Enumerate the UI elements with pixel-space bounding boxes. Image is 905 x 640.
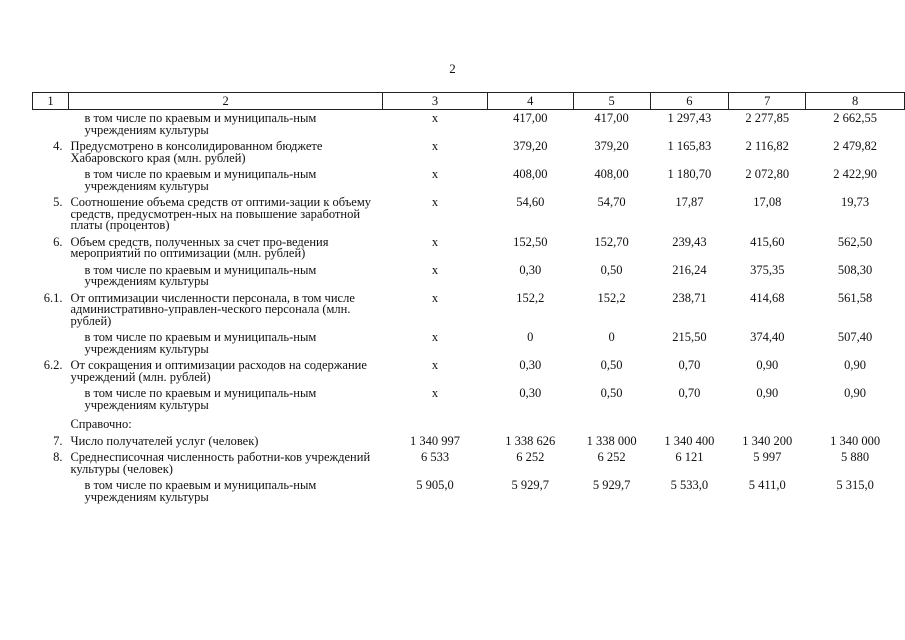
value-cell: 6 252 [516, 450, 545, 464]
table-row [33, 110, 905, 139]
row-number: 4. [53, 139, 63, 153]
value-cell: 0,50 [600, 262, 623, 277]
value-cell: 0,90 [844, 358, 867, 372]
value-cell: 408,00 [513, 167, 548, 181]
value-cell: х [431, 290, 439, 305]
value-cell: 1 297,43 [667, 111, 712, 125]
page-number: 2 [449, 61, 456, 76]
value-cell: 17,87 [675, 195, 704, 209]
value-cell: х [431, 358, 439, 372]
value-cell: 1 340 200 [742, 433, 793, 448]
value-cell: 152,2 [597, 290, 626, 305]
value-cell: х [431, 195, 439, 209]
value-cell: 2 479,82 [833, 139, 877, 153]
value-cell [573, 413, 650, 433]
row-number: 6. [53, 234, 63, 249]
value-cell: 5 929,7 [511, 478, 550, 492]
value-cell: 5 411,0 [748, 478, 786, 492]
header-cell: 1 [33, 93, 69, 110]
value-cell: 2 662,55 [833, 111, 877, 125]
row-number: 8. [53, 450, 63, 464]
row-number [33, 329, 69, 357]
value-cell: 2 116,82 [745, 139, 789, 153]
row-description: Среднесписочная численность работни-ков учреждений культуры (человек) [70, 450, 371, 476]
value-cell: 408,00 [594, 167, 629, 181]
value-cell [729, 413, 806, 433]
row-description: в том числе по краевым и муниципаль-ным учреждениям культуры [84, 330, 317, 356]
value-cell: 0,70 [678, 386, 701, 400]
header-cell: 5 [573, 93, 650, 110]
row-description: Объем средств, полученных за счет про-ведения мероприятий по оптимизации (млн. рублей) [70, 234, 329, 260]
value-cell: 5 905,0 [416, 478, 454, 492]
value-cell: 54,60 [516, 195, 545, 209]
value-cell: 6 121 [675, 450, 704, 464]
value-cell: 6 252 [597, 450, 626, 464]
value-cell: 0,30 [519, 386, 542, 400]
value-cell: 379,20 [513, 139, 548, 153]
value-cell: 5 315,0 [836, 478, 874, 492]
value-cell: 374,40 [750, 330, 785, 344]
row-description: Соотношение объема средств от оптими-зации к объему средств, предусмотрен-ных на повышение заработной платы (процентов) [70, 195, 372, 232]
value-cell: 415,60 [750, 234, 785, 249]
table-row [33, 477, 905, 505]
value-cell: 5 997 [753, 450, 782, 464]
value-cell: 5 929,7 [592, 478, 631, 492]
value-cell: 0,30 [519, 358, 542, 372]
value-cell: 152,2 [516, 290, 545, 305]
value-cell: 561,58 [837, 290, 873, 305]
value-cell: 1 340 400 [664, 433, 715, 448]
table-row [33, 194, 905, 234]
row-number: 6.2. [43, 358, 63, 372]
row-number [33, 477, 69, 505]
value-cell: х [431, 330, 439, 344]
value-cell: х [431, 167, 439, 181]
table-row [33, 449, 905, 477]
value-cell [806, 413, 905, 433]
value-cell: 375,35 [750, 262, 785, 277]
row-number [33, 262, 69, 290]
row-number [33, 385, 69, 413]
row-number: 7. [53, 433, 63, 448]
value-cell: 562,50 [837, 234, 873, 249]
row-description: в том числе по краевым и муниципаль-ным учреждениям культуры [84, 386, 317, 412]
value-cell: 379,20 [594, 139, 629, 153]
row-number: 6.1. [43, 290, 63, 305]
value-cell: 1 338 000 [586, 433, 637, 448]
value-cell: х [431, 386, 439, 400]
value-cell: 0,70 [678, 358, 701, 372]
value-cell: 17,08 [753, 195, 782, 209]
value-cell: 5 533,0 [670, 478, 709, 492]
value-cell: 1 340 997 [410, 433, 461, 448]
value-cell: 1 180,70 [667, 167, 712, 181]
value-cell: 0 [527, 330, 534, 344]
value-cell: 2 422,90 [833, 167, 877, 181]
header-cell: 7 [729, 93, 806, 110]
value-cell: 0,50 [600, 386, 623, 400]
value-cell: 0,50 [600, 358, 623, 372]
value-cell: 414,68 [750, 290, 785, 305]
value-cell: 1 165,83 [667, 139, 712, 153]
value-cell: 152,50 [513, 234, 548, 249]
header-cell: 2 [68, 93, 382, 110]
value-cell: 2 277,85 [745, 111, 790, 125]
value-cell: х [431, 234, 439, 249]
row-number [33, 413, 69, 433]
table-row [33, 433, 905, 450]
row-number [33, 166, 69, 194]
row-number: 5. [53, 195, 63, 209]
row-description: От оптимизации численности персонала, в том числе административно-управлен-ческого персонала (млн. рублей) [70, 290, 355, 328]
row-description: Предусмотрено в консолидированном бюджете Хабаровского края (млн. рублей) [70, 139, 323, 165]
table-row [33, 357, 905, 385]
value-cell: 0,90 [756, 358, 779, 372]
value-cell: 152,70 [594, 234, 629, 249]
table-body [33, 110, 905, 506]
header-cell: 4 [487, 93, 573, 110]
value-cell: 417,00 [513, 111, 548, 125]
table-row [33, 166, 905, 194]
header-row [33, 93, 905, 110]
value-cell: 1 338 626 [505, 433, 556, 448]
value-cell: 5 880 [841, 450, 870, 464]
value-cell: 6 533 [420, 450, 450, 464]
value-cell: х [431, 262, 439, 277]
value-cell: х [431, 111, 439, 125]
row-description: Число получателей услуг (человек) [70, 433, 259, 448]
value-cell: 1 340 000 [830, 433, 881, 448]
value-cell: 215,50 [672, 330, 707, 344]
value-cell: 0 [608, 330, 615, 344]
value-cell [487, 413, 573, 433]
row-description: в том числе по краевым и муниципаль-ным учреждениям культуры [84, 478, 317, 504]
value-cell: 417,00 [594, 111, 629, 125]
value-cell: 0,90 [756, 386, 779, 400]
table-row [33, 290, 905, 330]
row-description: в том числе по краевым и муниципаль-ным учреждениям культуры [84, 167, 317, 193]
table-row [33, 329, 905, 357]
header-cell: 6 [650, 93, 729, 110]
header-cell: 3 [383, 93, 488, 110]
value-cell: 0,30 [519, 262, 542, 277]
row-description: От сокращения и оптимизации расходов на содержание учреждений (млн. рублей) [70, 358, 367, 384]
value-cell: 216,24 [672, 262, 707, 277]
row-description: в том числе по краевым и муниципаль-ным учреждениям культуры [84, 111, 317, 137]
value-cell [383, 413, 488, 433]
table-row [33, 234, 905, 262]
row-description: Справочно: [70, 417, 132, 431]
value-cell: 19,73 [841, 195, 870, 209]
value-cell: 0,90 [844, 386, 867, 400]
table-row [33, 138, 905, 166]
header-cell: 8 [806, 93, 905, 110]
value-cell: 507,40 [837, 330, 873, 344]
value-cell [650, 413, 729, 433]
row-number [33, 110, 69, 139]
value-cell: х [431, 139, 439, 153]
value-cell: 238,71 [672, 290, 707, 305]
data-table [32, 92, 905, 505]
value-cell: 54,70 [597, 195, 626, 209]
value-cell: 508,30 [837, 262, 873, 277]
table-row [33, 385, 905, 413]
table-row [33, 262, 905, 290]
value-cell: 2 072,80 [745, 167, 790, 181]
value-cell: 239,43 [672, 234, 707, 249]
table-row [33, 413, 905, 433]
row-description: в том числе по краевым и муниципаль-ным учреждениям культуры [84, 262, 317, 288]
